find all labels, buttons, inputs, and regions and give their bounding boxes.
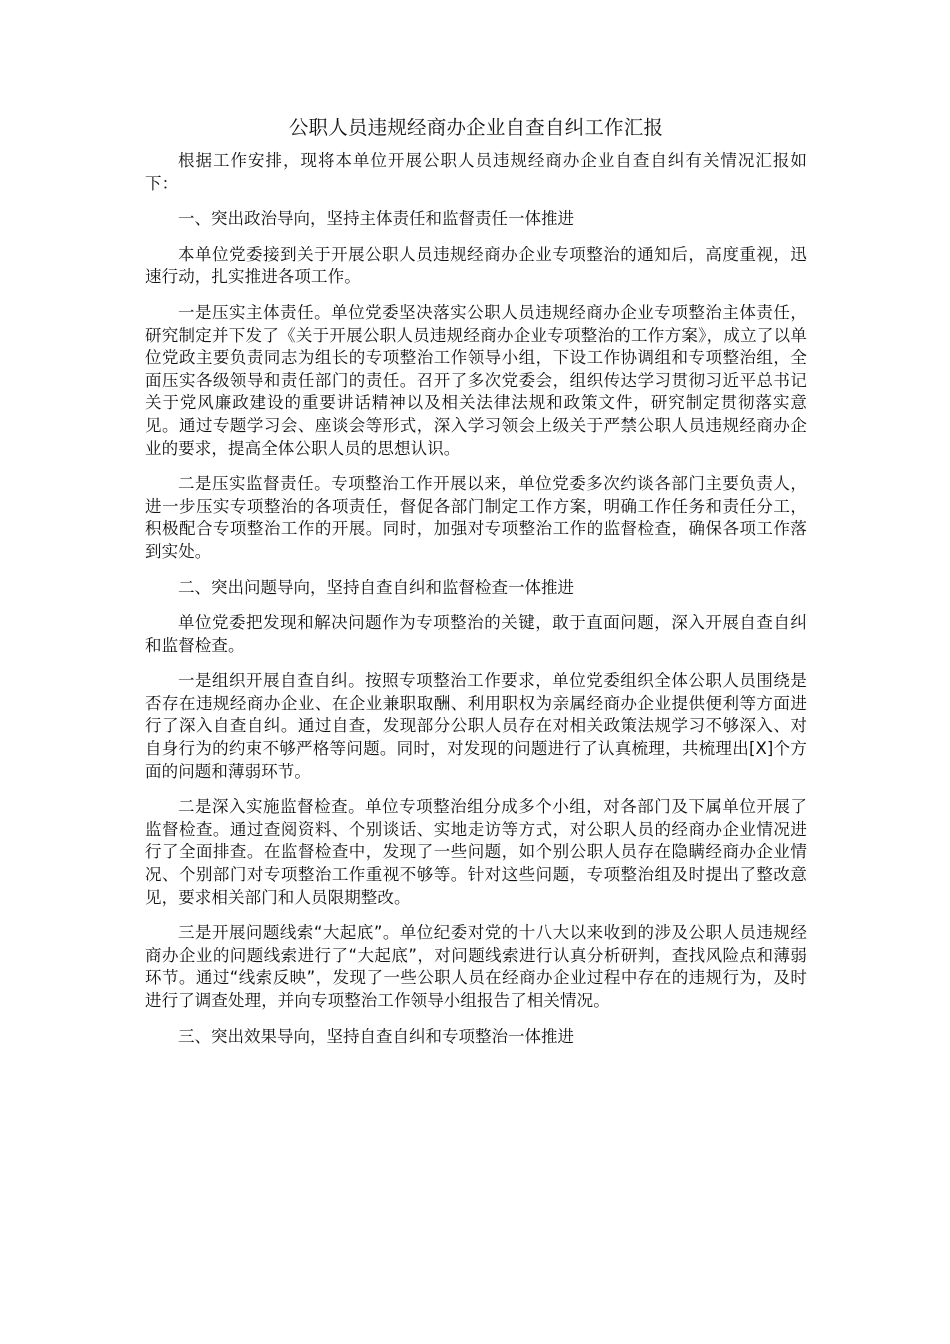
section-1-point-2-paragraph: 二是压实监督责任。专项整治工作开展以来，单位党委多次约谈各部门主要负责人，进一步压实专项整治的各项责任，督促各部门制定工作方案，明确工作任务和责任分工，积极配合专项整治工作的开展。同时，加强对专项整治工作的监督检查，确保各项工作落到实处。 xyxy=(145,474,807,561)
document-title: 公职人员违规经商办企业自查自纠工作汇报 xyxy=(288,116,664,139)
section-2-point-3-paragraph: 三是开展问题线索“大起底”。单位纪委对党的十八大以来收到的涉及公职人员违规经商办企业的问题线索进行了“大起底”，对问题线索进行认真分析研判，查找风险点和薄弱环节。通过“线索反映”，发现了一些公职人员在经商办企业过程中存在的违规行为，及时进行了调查处理，并向专项整治工作领导小组报告了相关情况。 xyxy=(145,923,807,1010)
section-heading-1: 一、突出政治导向，坚持主体责任和监督责任一体推进 xyxy=(178,209,574,229)
section-heading-2: 二、突出问题导向，坚持自查自纠和监督检查一体推进 xyxy=(178,577,574,597)
section-1-point-1-paragraph: 一是压实主体责任。单位党委坚决落实公职人员违规经商办企业专项整治主体责任，研究制定并下发了《关于开展公职人员违规经商办企业专项整治的工作方案》，成立了以单位党政主要负责同志为组长的专项整治工作领导小组，下设工作协调组和专项整治组，全面压实各级领导和责任部门的责任。召开了多次党委会，组织传达学习贯彻习近平总书记关于党风廉政建设的重要讲话精神以及相关法律法规和政策文件，研究制定贯彻落实意见。通过专题学习会、座谈会等形式，深入学习领会上级关于严禁公职人员违规经商办企业的要求，提高全体公职人员的思想认识。 xyxy=(145,302,807,458)
section-2-intro-paragraph: 单位党委把发现和解决问题作为专项整治的关键，敢于直面问题，深入开展自查自纠和监督检查。 xyxy=(145,613,807,655)
section-1-intro-paragraph: 本单位党委接到关于开展公职人员违规经商办企业专项整治的通知后，高度重视，迅速行动，扎实推进各项工作。 xyxy=(145,244,807,287)
section-heading-3: 三、突出效果导向，坚持自查自纠和专项整治一体推进 xyxy=(178,1026,574,1046)
document-page xyxy=(145,113,807,1061)
section-2-point-1-paragraph: 一是组织开展自查自纠。按照专项整治工作要求，单位党委组织全体公职人员围绕是否存在违规经商办企业、在企业兼职取酬、利用职权为亲属经商办企业提供便利等方面进行了深入自查自纠。通过自查，发现部分公职人员存在对相关政策法规学习不够深入、对自身行为的约束不够严格等问题。同时，对发现的问题进行了认真梳理，共梳理出[X]个方面的问题和薄弱环节。 xyxy=(145,671,807,781)
intro-paragraph: 根据工作安排，现将本单位开展公职人员违规经商办企业自查自纠有关情况汇报如下： xyxy=(145,151,807,193)
section-2-point-2-paragraph: 二是深入实施监督检查。单位专项整治组分成多个小组，对各部门及下属单位开展了监督检查。通过查阅资料、个别谈话、实地走访等方式，对公职人员的经商办企业情况进行了全面排查。在监督检查中，发现了一些问题，如个别公职人员存在隐瞒经商办企业情况、个别部门对专项整治工作重视不够等。针对这些问题，专项整治组及时提出了整改意见，要求相关部门和人员限期整改。 xyxy=(145,797,807,907)
